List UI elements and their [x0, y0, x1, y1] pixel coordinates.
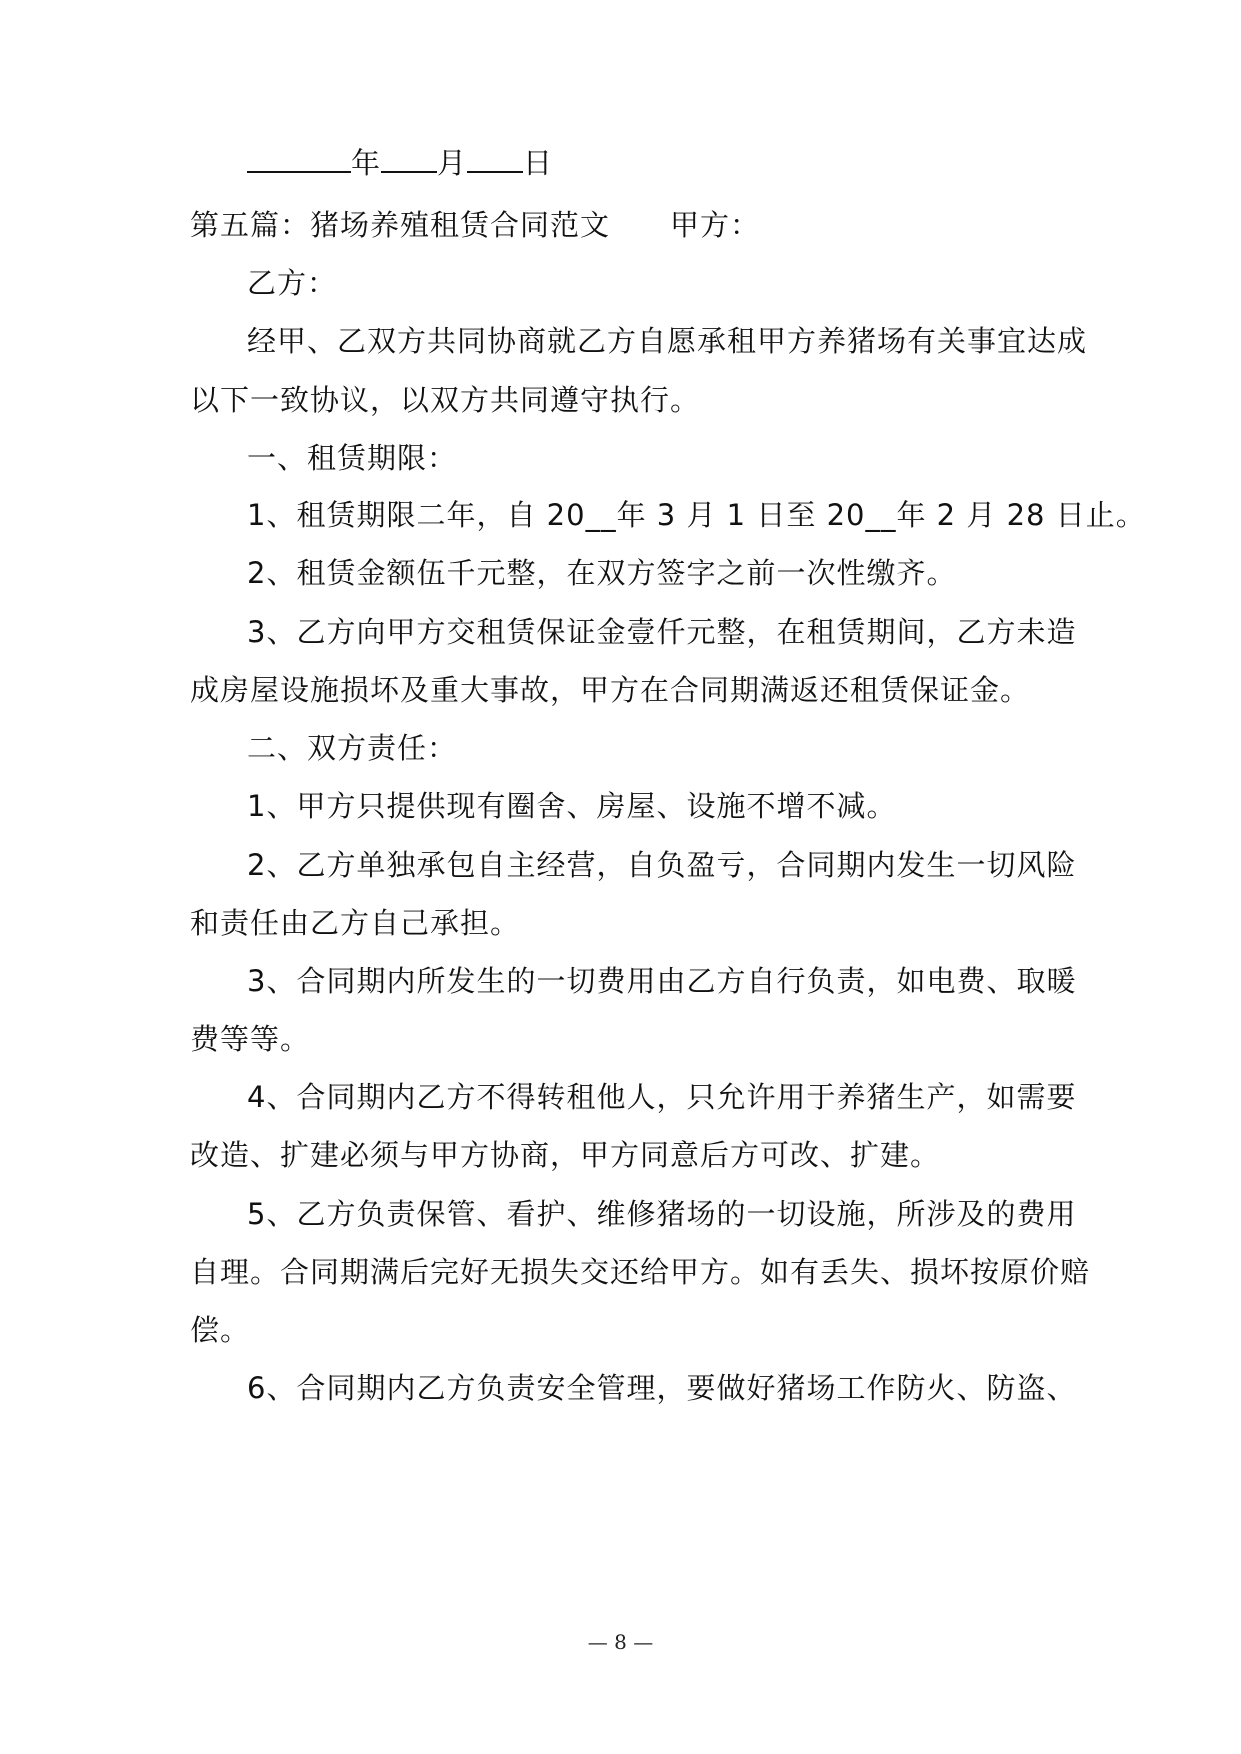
intro-line-2: 以下一致协议，以双方共同遵守执行。: [190, 383, 701, 417]
page-number: — 8 —: [587, 1630, 654, 1654]
document-title: 第五篇：猪场养殖租赁合同范文: [190, 208, 611, 242]
section2-item-3-line-1: 3、合同期内所发生的一切费用由乙方自行负责，如电费、取暖: [247, 964, 1077, 998]
section2-item-3-line-2: 费等等。: [190, 1022, 311, 1056]
intro-line-1: 经甲、乙双方共同协商就乙方自愿承租甲方养猪场有关事宜达成: [247, 324, 1088, 358]
date-line: [247, 143, 553, 183]
section2-item-2-line-1: 2、乙方单独承包自主经营，自负盈亏，合同期内发生一切风险: [247, 848, 1077, 882]
section2-item-1: 1、甲方只提供现有圈舍、房屋、设施不增不减。: [247, 789, 897, 823]
heading-line: [190, 205, 760, 245]
section2-item-6-line-1: 6、合同期内乙方负责安全管理，要做好猪场工作防火、防盗、: [247, 1371, 1077, 1405]
section2-item-4-line-2: 改造、扩建必须与甲方协商，甲方同意后方可改、扩建。: [190, 1138, 941, 1172]
section2-item-5-line-1: 5、乙方负责保管、看护、维修猪场的一切设施，所涉及的费用: [247, 1197, 1077, 1231]
year-suffix: 年: [351, 146, 382, 180]
section2-item-5-line-3: 偿。: [190, 1313, 251, 1347]
section2-item-5-line-2: 自理。合同期满后完好无损失交还给甲方。如有丢失、损坏按原价赔: [190, 1255, 1091, 1289]
year-blank: [247, 143, 351, 173]
month-suffix: 月: [437, 146, 468, 180]
section1-item-3-line-2: 成房屋设施损坏及重大事故，甲方在合同期满返还租赁保证金。: [190, 673, 1031, 707]
day-suffix: 日: [523, 146, 554, 180]
section1-item-3-line-1: 3、乙方向甲方交租赁保证金壹仟元整，在租赁期间，乙方未造: [247, 615, 1077, 649]
section1-title: 一、租赁期限：: [247, 441, 458, 475]
party-a-label: 甲方：: [670, 208, 761, 242]
section2-title: 二、双方责任：: [247, 731, 458, 765]
day-blank: [467, 143, 523, 173]
section1-item-2: 2、租赁金额伍千元整，在双方签字之前一次性缴齐。: [247, 556, 957, 590]
month-blank: [381, 143, 437, 173]
section2-item-4-line-1: 4、合同期内乙方不得转租他人，只允许用于养猪生产，如需要: [247, 1080, 1077, 1114]
section2-item-2-line-2: 和责任由乙方自己承担。: [190, 906, 521, 940]
section1-item-1: 1、租赁期限二年，自 20__年 3 月 1 日至 20__年 2 月 28 日止。: [247, 498, 1146, 532]
party-b-label: 乙方：: [247, 266, 338, 300]
